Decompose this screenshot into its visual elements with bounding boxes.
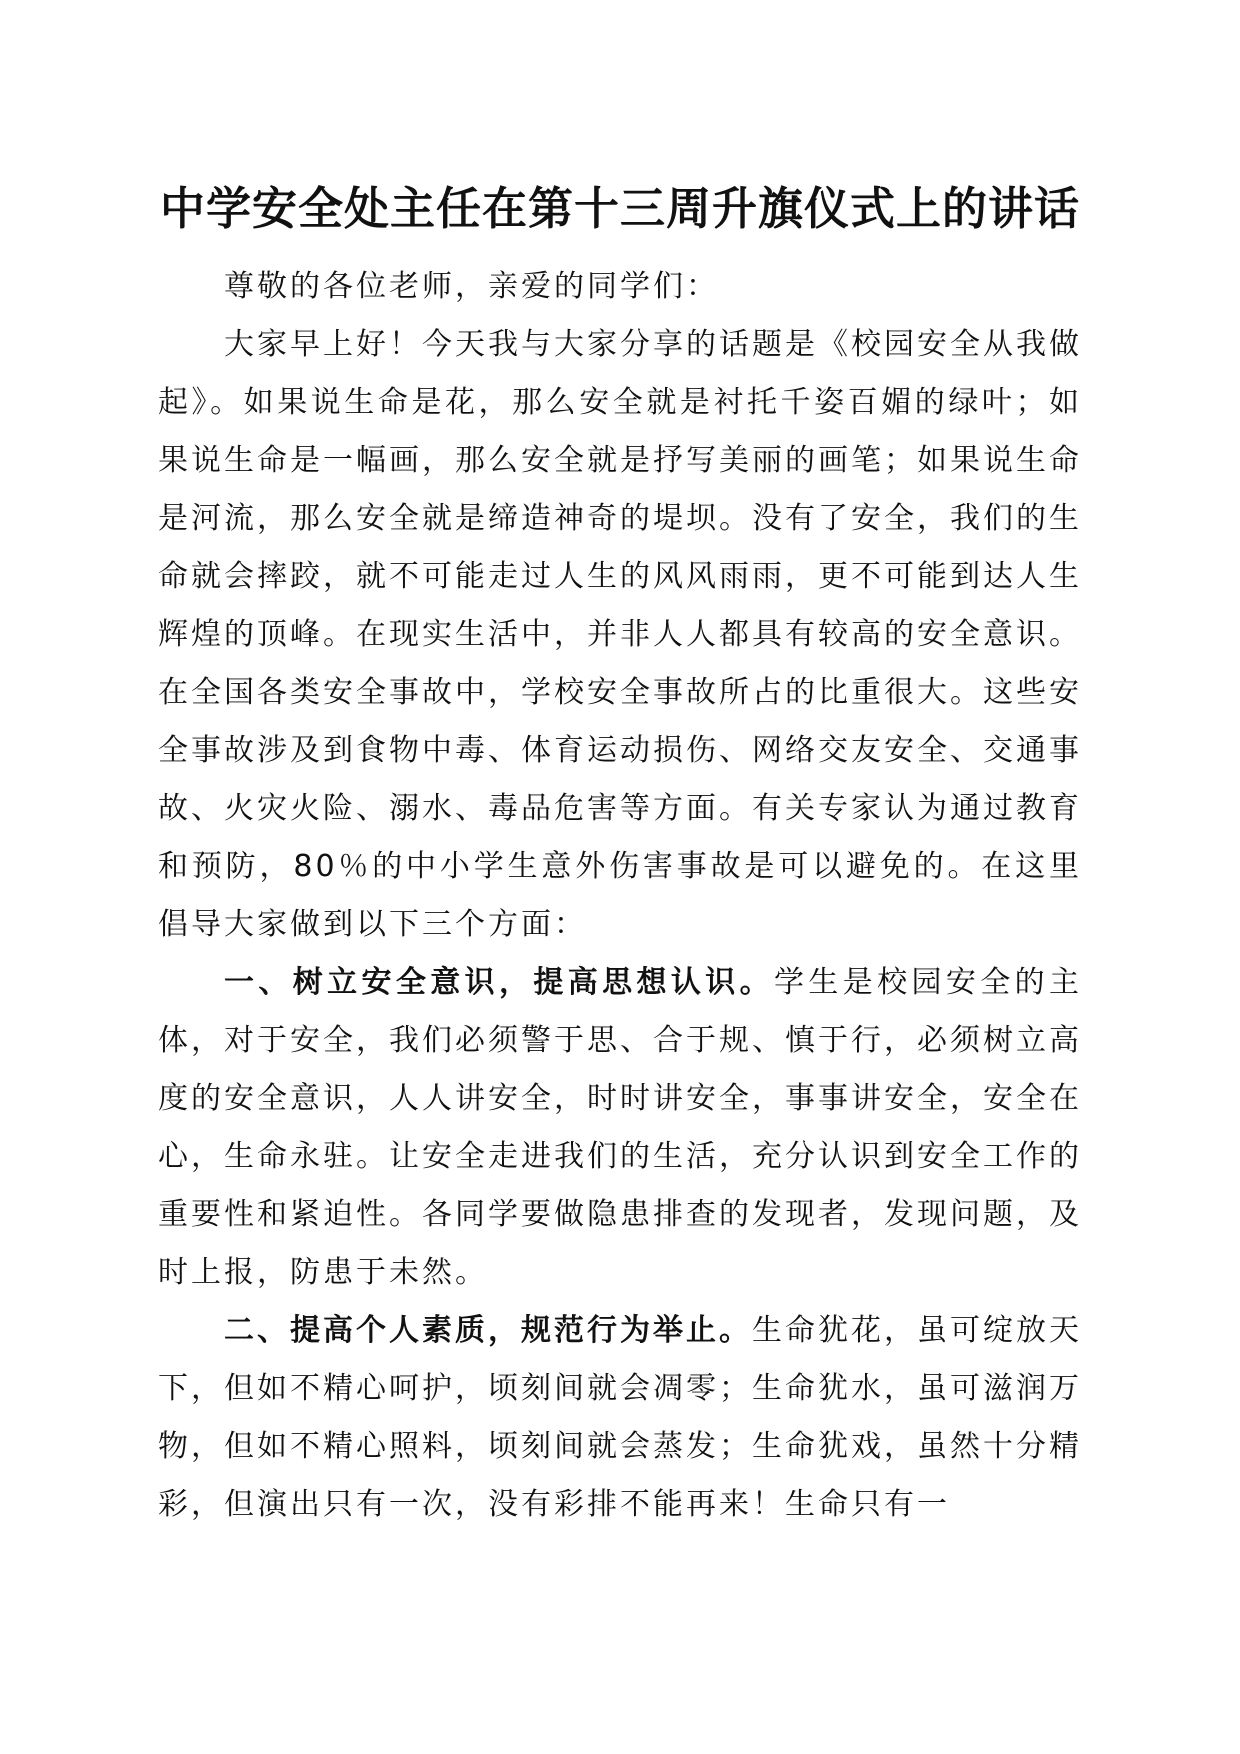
paragraph-section-1 xyxy=(158,954,1082,1302)
paragraph-section-2 xyxy=(158,1302,1082,1534)
document-body xyxy=(158,258,1082,1534)
section-1-heading: 一、树立安全意识，提高思想认识。 xyxy=(224,965,774,1000)
paragraph-intro: 大家早上好！今天我与大家分享的话题是《校园安全从我做起》。如果说生命是花，那么安全就是衬托千姿百媚的绿叶；如果说生命是一幅画，那么安全就是抒写美丽的画笔；如果说生命是河流，那么安全就是缔造神奇的堤坝。没有了安全，我们的生命就会摔跤，就不可能走过人生的风风雨雨，更不可能到达人生辉煌的顶峰。在现实生活中，并非人人都具有较高的安全意识。在全国各类安全事故中，学校安全事故所占的比重很大。这些安全事故涉及到食物中毒、体育运动损伤、网络交友安全、交通事故、火灾火险、溺水、毒品危害等方面。有关专家认为通过教育和预防，80％的中小学生意外伤害事故是可以避免的。在这里倡导大家做到以下三个方面： xyxy=(158,327,1082,942)
section-2-heading: 二、提高个人素质，规范行为举止。 xyxy=(224,1313,752,1348)
page-title: 中学安全处主任在第十三周升旗仪式上的讲话 xyxy=(159,182,1080,235)
section-1-text: 学生是校园安全的主体，对于安全，我们必须警于思、合于规、慎于行，必须树立高度的安全意识，人人讲安全，时时讲安全，事事讲安全，安全在心，生命永驻。让安全走进我们的生活，充分认识到安全工作的重要性和紧迫性。各同学要做隐患排查的发现者，发现问题，及时上报，防患于未然。 xyxy=(158,965,1082,1290)
section-2-text: 生命犹花，虽可绽放天下，但如不精心呵护，顷刻间就会凋零；生命犹水，虽可滋润万物，但如不精心照料，顷刻间就会蒸发；生命犹戏，虽然十分精彩，但演出只有一次，没有彩排不能再来！生命只有一 xyxy=(158,1313,1082,1522)
salutation: 尊敬的各位老师，亲爱的同学们： xyxy=(224,269,719,304)
